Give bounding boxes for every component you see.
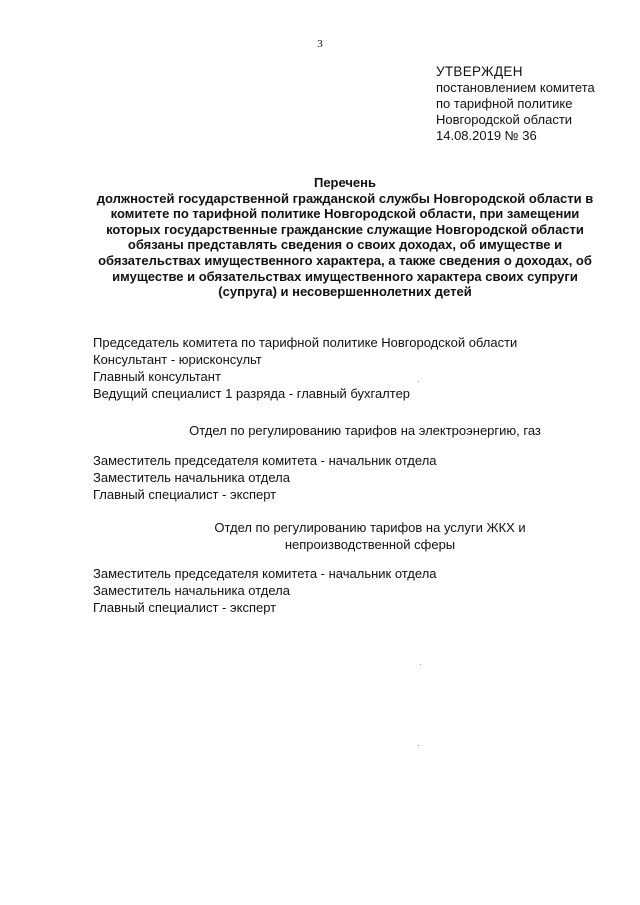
approval-stamp <box>436 64 595 144</box>
department-2-title-line: Отдел по регулированию тарифов на услуги ЖКХ и <box>214 520 526 535</box>
department-1-positions-list <box>93 452 437 503</box>
heading-line: (супруга) и несовершеннолетних детей <box>218 284 472 300</box>
position-item: Консультант - юрисконсульт <box>93 352 262 367</box>
approval-line: по тарифной политике <box>436 96 573 111</box>
heading-line: обязаны представлять сведения о своих доходах, об имуществе и <box>127 237 563 253</box>
document-heading <box>90 175 600 300</box>
position-item: Заместитель председателя комитета - начальник отдела <box>93 453 437 468</box>
heading-line: обязательствах имущественного характера, а также сведения о доходах, об <box>98 252 592 268</box>
approval-line: постановлением комитета <box>436 80 595 95</box>
position-item: Ведущий специалист 1 разряда - главный бухгалтер <box>93 386 411 401</box>
position-item: Заместитель начальника отдела <box>93 470 290 485</box>
heading-title: Перечень <box>313 175 377 190</box>
heading-line: имуществе и обязательствах имущественного характера своих супруги <box>112 268 578 284</box>
scan-speck <box>420 664 421 665</box>
department-1-title: Отдел по регулированию тарифов на электроэнергию, газ <box>189 423 541 438</box>
scan-speck <box>418 381 419 382</box>
approval-date-number: 14.08.2019 № 36 <box>436 128 537 143</box>
position-item: Главный консультант <box>93 369 221 384</box>
heading-line: должностей государственной гражданской службы Новгородской области в <box>96 190 594 206</box>
heading-line: которых государственные гражданские служащие Новгородской области <box>106 221 584 237</box>
page-number: 3 <box>317 38 323 50</box>
committee-positions-list <box>93 334 517 402</box>
position-item: Главный специалист - эксперт <box>93 600 277 615</box>
scan-speck <box>418 745 419 746</box>
position-item: Председатель комитета по тарифной политике Новгородской области <box>93 335 518 350</box>
heading-line: комитете по тарифной политике Новгородской области, при замещении <box>110 206 580 222</box>
position-item: Главный специалист - эксперт <box>93 487 277 502</box>
approval-title: УТВЕРЖДЕН <box>436 64 523 79</box>
department-2-positions-list <box>93 565 437 616</box>
position-item: Заместитель начальника отдела <box>93 583 290 598</box>
approval-line: Новгородской области <box>436 112 573 127</box>
department-2-title-line: непроизводственной сферы <box>284 537 456 552</box>
department-2-title <box>160 519 580 553</box>
position-item: Заместитель председателя комитета - начальник отдела <box>93 566 437 581</box>
